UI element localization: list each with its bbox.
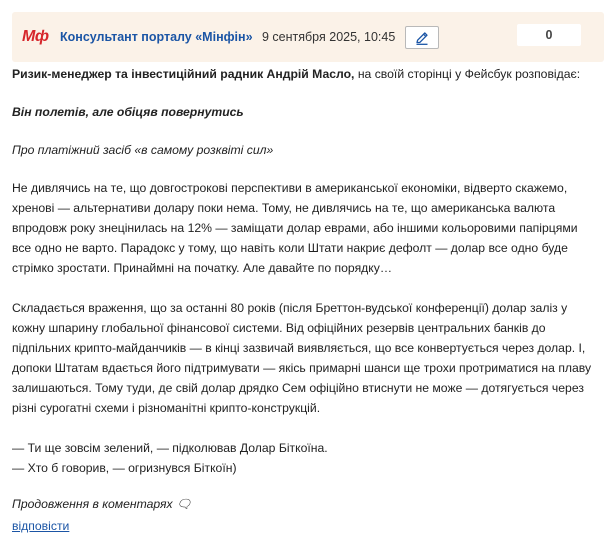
author-intro: Ризик-менеджер та інвестиційний радник Андрій Масло, [12, 67, 355, 81]
post-body [12, 66, 592, 536]
intro-line [12, 64, 592, 84]
continuation-note: Продовження в коментарях 🗨 [12, 497, 192, 511]
dialog-line-2: — Хто б говорив, — огризнувся Біткоїн) [12, 461, 237, 475]
post-date: 9 сентября 2025, 10:45 [262, 30, 396, 44]
rating-counter: 0 [517, 24, 581, 46]
paragraph-2: Складається враження, що за останні 80 років (після Бреттон-вудської конференції) долар заліз у кожну шпарину глобальної фінансової системи. Від офіційних резервів центральних банків до підпільних крипто-майданчиків — в кінці зазвичай виявляється, що все конвертується через долар. І, допоки Штатам вдається його підтримувати — якісь примарні шанси ще трохи протриматися на плаву залишаються. Тому туди, де свій долар дрядко Сем офіційно втиснути не може — дотягується через різні сурогатні схеми і різноманітні крипто-конструкцій. [12, 301, 592, 415]
post-header [12, 12, 604, 62]
pencil-icon [414, 30, 430, 46]
edit-button[interactable] [405, 26, 439, 49]
reply-link[interactable]: відповісти [12, 519, 70, 533]
dialog-line-1: — Ти ще зовсім зелений, — підколював Долар Біткоїна. [12, 441, 328, 455]
minfin-logo: Мф [22, 28, 49, 45]
paragraph-1: Не дивлячись на те, що довгострокові перспективи в американської економіки, відверто скажемо, хренові — альтернативи долару поки нема. Тому, не дивлячись на те, що американська валюта впродовж року знецінилась на 12% — заміщати долар еврами, або іншими кольоровими папірцями все одно не варто. Парадокс у тому, що навіть коли Штати накриє дефолт — долар все одно буде стрімко зростати. Принаймні на початку. Але давайте по порядку… [12, 181, 578, 275]
intro-rest: на своїй сторінці у Фейсбук розповідає: [354, 67, 581, 81]
post-tagline: Про платіжний засіб «в самому розквіті сил» [12, 143, 274, 157]
post-subtitle: Він полетів, але обіцяв повернутись [12, 105, 244, 119]
author-name[interactable]: Консультант порталу «Мінфін» [60, 30, 253, 44]
